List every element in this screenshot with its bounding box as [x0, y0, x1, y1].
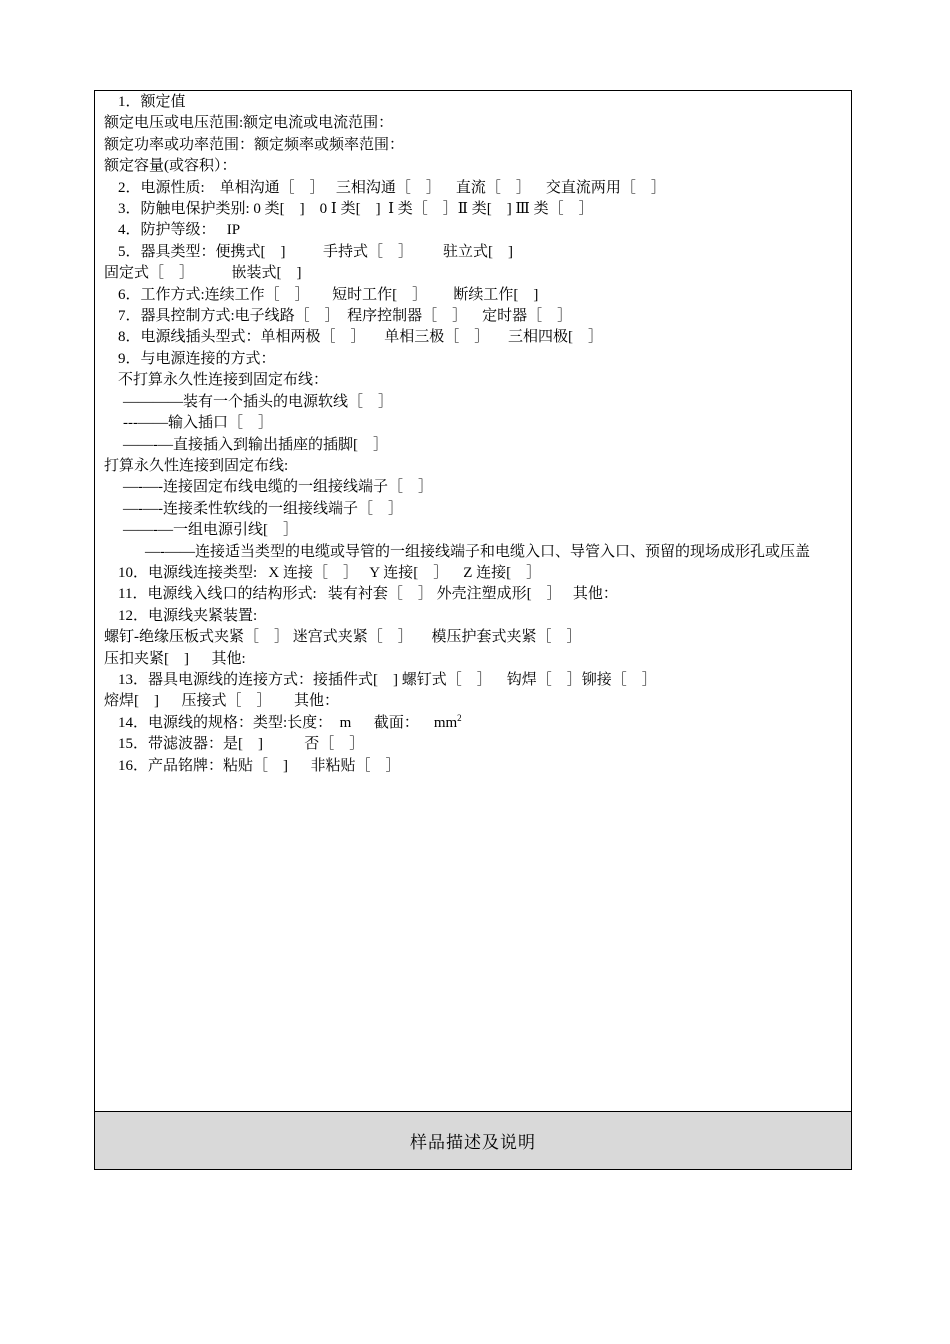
non-permanent-connection: 不打算永久性连接到固定布线：: [118, 372, 329, 389]
item-2-power-supply: 2．电源性质: 单相沟通［ ］ 三相沟通［ ］ 直流［ ］ 交直流两用［ ］: [118, 179, 666, 196]
item-5-appliance-type: 5．器具类型：便携式[ ] 手持式［ ］ 驻立式[ ]: [118, 243, 513, 260]
mm-squared-superscript: 2: [457, 712, 462, 723]
option-fixed-wiring-terminals: —-—-连接固定布线电缆的一组接线端子［ ］: [123, 479, 433, 496]
cord-anchorage-options-continued: 压扣夹紧[ ] 其他:: [104, 650, 246, 667]
item-9-connection-method: 9．与电源连接的方式：: [118, 350, 276, 367]
item-1-rated-values: 1．额定值: [118, 94, 186, 110]
item-13-cord-connection-method: 13．器具电源线的连接方式：接插件式[ ] 螺钉式［ ］ 钩焊［ ］铆接［ ］: [118, 671, 657, 688]
rated-capacity: 额定容量(或容积）：: [104, 158, 237, 175]
rated-power-frequency: 额定功率或功率范围：额定频率或频率范围：: [104, 136, 405, 153]
permanent-connection: 打算永久性连接到固定布线:: [104, 457, 289, 474]
option-appliance-inlet: ---——输入插口［ ］: [123, 415, 273, 432]
appliance-type-continued: 固定式［ ］ 嵌装式[ ]: [104, 265, 302, 282]
item-6-operation-mode: 6．工作方式:连续工作［ ］ 短时工作[ ］ 断续工作[ ]: [118, 286, 539, 303]
cord-specification-text: 14．电源线的规格：类型:长度： m 截面： mm: [118, 714, 458, 731]
item-14-cord-specification: [104, 713, 843, 734]
item-8-plug-type: 8．电源线插头型式：单相两极［ ］ 单相三极［ ］ 三相四极[ ］: [118, 329, 603, 346]
option-flexible-cord-terminals: —-—-连接柔性软线的一组接线端子［ ］: [123, 500, 403, 517]
sample-description-header: [95, 1111, 851, 1169]
option-supply-leads: ——-—一组电源引线[ ］: [123, 522, 298, 539]
option-cable-conduit-text: —-——连接适当类型的电缆或导管的一组接线端子和电缆入口、导管入口、预留的现场成形孔或压盖: [145, 543, 810, 560]
option-direct-plug-pins: ——-—直接插入到输出插座的插脚[ ］: [123, 436, 388, 453]
option-cord-with-plug: ————装有一个插头的电源软线［ ］: [123, 393, 394, 410]
item-16-nameplate: 16．产品铭牌：粘贴［ ] 非粘贴［ ］: [118, 757, 401, 774]
form-frame: [94, 90, 852, 1170]
sample-description-title: 样品描述及说明: [410, 1133, 536, 1153]
item-15-filter: 15．带滤波器：是[ ] 否［ ］: [118, 736, 365, 753]
cord-anchorage-options: 螺钉-绝缘压板式夹紧［ ］ 迷宫式夹紧［ ］ 模压护套式夹紧［ ］: [104, 629, 582, 646]
cord-connection-method-continued: 熔焊[ ] 压接式［ ］ 其他：: [104, 693, 339, 710]
item-10-cord-attachment-type: 10．电源线连接类型: X 连接［ ］ Y 连接[ ］ Z 连接[ ］: [118, 564, 542, 581]
form-content: [95, 91, 851, 1113]
item-7-control-method: 7．器具控制方式:电子线路［ ］ 程序控制器［ ］ 定时器［ ］: [118, 308, 573, 325]
rated-voltage-current: 额定电压或电压范围:额定电流或电流范围：: [104, 115, 394, 132]
item-11-inlet-structure: 11．电源线入线口的结构形式: 装有衬套［ ］ 外壳注塑成形[ ］ 其他：: [118, 586, 618, 603]
item-4-protection-rating: 4．防护等级： IP: [118, 222, 241, 239]
item-3-shock-protection-class: 3．防触电保护类别: 0 类[ ] 0 Ⅰ 类[ ] Ⅰ 类［ ］Ⅱ 类[ ] Ⅲ 类［ ］: [118, 201, 594, 218]
item-12-cord-anchorage: 12．电源线夹紧装置:: [118, 607, 258, 624]
option-cable-conduit-terminals: [104, 542, 843, 563]
